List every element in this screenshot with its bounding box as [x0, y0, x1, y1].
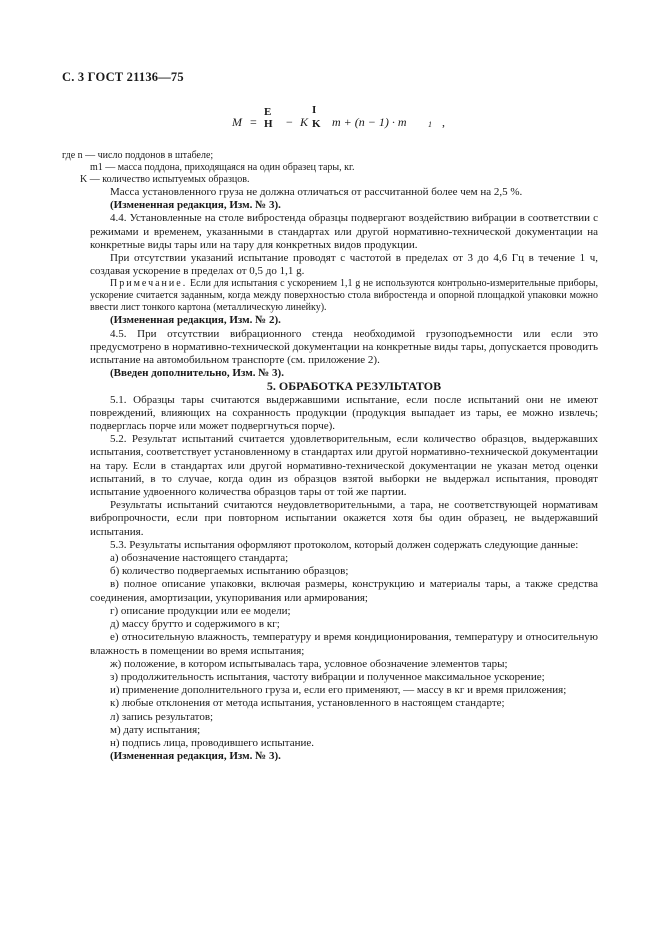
paragraph-5-3: 5.3. Результаты испытания оформляют протоколом, который должен содержать следующие данные: — [110, 538, 579, 551]
formula-frac1-top: E — [264, 106, 272, 118]
revision-note-2: (Измененная редакция, Изм. № 2). — [110, 314, 281, 327]
added-note: (Введен дополнительно, Изм. № 3). — [110, 367, 284, 380]
list-item: з) продолжительность испытания, частоту вибрации и полученное максимальное ускорение; — [110, 670, 545, 683]
list-item: е) относительную влажность, температуру и время кондиционирования, температуру и относительную влажность в помещении во время испытания; — [90, 631, 598, 657]
list-item: и) применение дополнительного груза и, если его применяют, — массу в кг и время приложения; — [110, 684, 567, 697]
list-item: м) дату испытания; — [110, 723, 201, 736]
note-paragraph — [90, 278, 598, 314]
list-item: д) массу брутто и содержимого в кг; — [110, 618, 280, 631]
formula-frac2-bot: K — [312, 118, 321, 130]
revision-note: (Измененная редакция, Изм. № 3). — [110, 199, 281, 212]
definition-m1: m1 — масса поддона, приходящаяся на один образец тары, кг. — [90, 162, 355, 173]
page-header: С. 3 ГОСТ 21136—75 — [62, 70, 184, 84]
formula-definitions — [62, 150, 598, 186]
list-item: а) обозначение настоящего стандарта; — [110, 552, 289, 565]
paragraph-4-4: 4.4. Установленные на столе вибростенда образцы подвергают воздействию вибрации в соответствии с режимами и временем, указанными в стандартах или другой нормативно-технической документации на конкретные виды тары или на тару для конкретных видов продукции. — [90, 212, 598, 251]
body-text — [62, 150, 598, 763]
paragraph-no-instructions: При отсутствии указаний испытание проводят с частотой в пределах от 3 до 4,6 Гц в течение 1 ч, создавая ускорение в пределах от 0,5 до 1,1 g. — [90, 252, 598, 278]
definition-n: где n — число поддонов в штабеле; — [62, 150, 214, 161]
paragraph-4-5: 4.5. При отсутствии вибрационного стенда необходимой грузоподъемности или если это предусмотрено в нормативно-технической документации на конкретные виды тары, допускается проводить испытание на автомобильном транспорте (см. приложение 2). — [90, 327, 598, 367]
list-item: к) любые отклонения от метода испытания, установленного в настоящем стандарте; — [110, 697, 505, 710]
formula-end: , — [442, 115, 445, 129]
formula-frac2-top: I — [312, 104, 317, 116]
formula-k: K — [300, 115, 309, 129]
formula-eq: = — [250, 115, 257, 129]
mass-formula — [232, 105, 462, 145]
formula-lhs: M — [232, 115, 242, 129]
formula-tail: m + (n − 1) · m — [332, 115, 407, 129]
list-item: в) полное описание упаковки, включая размеры, конструкцию и материалы тары, а также средства соединения, амортизации, укупоривания или армирования; — [90, 578, 598, 604]
paragraph-5-1: 5.1. Образцы тары считаются выдержавшими испытание, если после испытаний они не имеют повреждений, влияющих на сохранность продукции (продукция выпадает из тары, ее можно извлечь; подверглась порче или может подвергнуться порче). — [90, 393, 598, 433]
list-item: ж) положение, в котором испытывалась тара, условное обозначение элементов тары; — [110, 657, 508, 670]
list-item: л) запись результатов; — [110, 710, 214, 723]
formula-frac1-bot: H — [264, 118, 273, 130]
list-item: г) описание продукции или ее модели; — [110, 604, 291, 617]
formula-minus: − — [286, 115, 293, 129]
paragraph-mass: Масса установленного груза не должна отличаться от рассчитанной более чем на 2,5 %. — [110, 186, 523, 198]
list-item: б) количество подвергаемых испытанию образцов; — [110, 565, 349, 578]
revision-note-final: (Измененная редакция, Изм. № 3). — [110, 750, 281, 763]
paragraph-5-2: 5.2. Результат испытаний считается удовлетворительным, если количество образцов, выдержавших испытания, соответствует установленному в стандартах или другой нормативно-технической документации на тару. Если в стандартах или другой нормативно-технической документации не указан метод оценки испытаний, в то случае, когда один из образцов взятой выборки не выдержал испытания, проводят испытание удвоенного количества образцов тары от той же партии. — [90, 433, 598, 499]
note-text: Если для испытания с ускорением 1,1 g не используются контрольно-измерительные приборы, ускорение считается заданным, когда между поверхностью стола вибростенда и опорной площадкой упаковки можно ввести лист тонкого картона (металлическую линейку). — [90, 278, 598, 314]
list-item: н) подпись лица, проводившего испытание. — [110, 736, 315, 749]
note-label: Примечание. — [110, 278, 188, 290]
paragraph-results-bad: Результаты испытаний считаются неудовлетворительными, а тара, не соответствующей нормативам вибропрочности, если при повторном испытании окажется хотя бы один образец, не выдержавший испытания. — [90, 499, 598, 538]
definition-k: K — количество испытуемых образцов. — [80, 174, 250, 185]
protocol-items — [90, 552, 598, 750]
formula-sub: 1 — [428, 120, 432, 129]
section-title: 5. ОБРАБОТКА РЕЗУЛЬТАТОВ — [266, 379, 442, 394]
